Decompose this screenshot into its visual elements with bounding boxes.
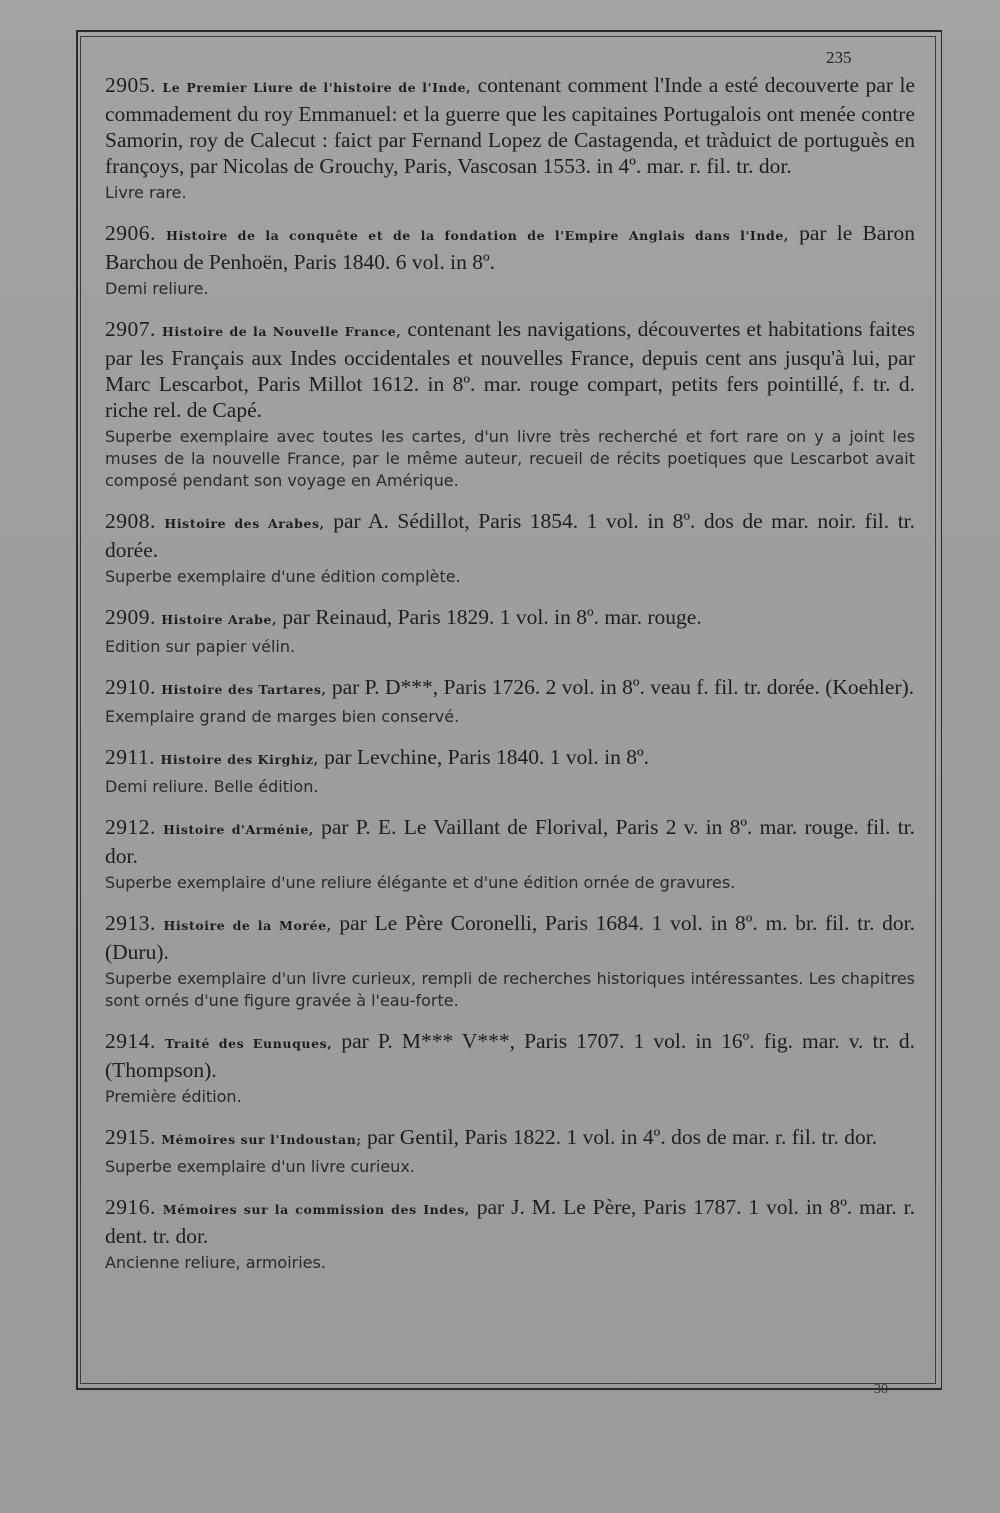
entry-title: Histoire de la Morée, [163, 918, 332, 933]
entry-title: Histoire des Tartares, [161, 682, 327, 697]
printer-signature-mark: 30 [874, 1382, 888, 1397]
catalogue-entry [105, 1194, 915, 1274]
catalogue-entries [105, 72, 915, 1290]
catalogue-entry [105, 316, 915, 492]
entry-note: Demi reliure. [105, 279, 209, 298]
entry-description: par Le Père Coronelli, Paris 1684. 1 vol. in 8º. m. br. fil. tr. dor. (Duru). [105, 911, 915, 964]
entry-note: Superbe exemplaire d'une reliure élégante et d'une édition ornée de gravures. [105, 873, 736, 892]
entry-title: Mémoires sur l'Indoustan; [161, 1132, 362, 1147]
entry-title: Histoire d'Arménie, [163, 822, 314, 837]
entry-note: Superbe exemplaire d'un livre curieux. [105, 1157, 415, 1176]
entry-description: par Levchine, Paris 1840. 1 vol. in 8º. [324, 745, 650, 769]
entry-description: par Gentil, Paris 1822. 1 vol. in 4º. dos de mar. r. fil. tr. dor. [367, 1125, 878, 1149]
entry-note: Exemplaire grand de marges bien conservé. [105, 707, 460, 726]
entry-description: par A. Sédillot, Paris 1854. 1 vol. in 8º. dos de mar. noir. fil. tr. dorée. [105, 509, 916, 562]
entry-number: 2914. [105, 1029, 156, 1053]
catalogue-entry [105, 744, 915, 798]
catalogue-entry [105, 220, 915, 300]
entry-number: 2916. [105, 1195, 156, 1219]
entry-note: Première édition. [105, 1087, 242, 1106]
entry-number: 2907. [105, 317, 156, 341]
entry-note: Edition sur papier vélin. [105, 637, 296, 656]
entry-number: 2906. [105, 221, 156, 245]
catalogue-entry [105, 604, 915, 658]
entry-title: Mémoires sur la commission des Indes, [162, 1202, 470, 1217]
entry-note: Superbe exemplaire d'un livre curieux, rempli de recherches historiques intéressantes. Les chapitres sont ornés d'une figure gravée à l'eau-forte. [105, 969, 915, 1010]
entry-title: Histoire de la conquête et de la fondation de l'Empire Anglais dans l'Inde, [166, 228, 789, 243]
entry-note: Superbe exemplaire d'une édition complète. [105, 567, 461, 586]
entry-description: par P. E. Le Vaillant de Florival, Paris 2 v. in 8º. mar. rouge. fil. tr. dor. [105, 815, 916, 868]
entry-note: Demi reliure. Belle édition. [105, 777, 319, 796]
entry-number: 2915. [105, 1125, 156, 1149]
page-number: 235 [826, 48, 852, 67]
entry-title: Traité des Eunuques, [164, 1036, 333, 1051]
entry-description: par P. D***, Paris 1726. 2 vol. in 8º. veau f. fil. tr. dorée. (Koehler). [331, 675, 915, 699]
catalogue-entry [105, 910, 915, 1012]
entry-description: par Reinaud, Paris 1829. 1 vol. in 8º. mar. rouge. [282, 605, 702, 629]
entry-description: par P. M*** V***, Paris 1707. 1 vol. in 16º. fig. mar. v. tr. d. (Thompson). [105, 1029, 915, 1082]
catalogue-entry [105, 508, 915, 588]
catalogue-entry [105, 1028, 915, 1108]
entry-description: par J. M. Le Père, Paris 1787. 1 vol. in 8º. mar. r. dent. tr. dor. [105, 1195, 916, 1248]
catalogue-entry [105, 72, 915, 204]
entry-note: Superbe exemplaire avec toutes les cartes, d'un livre très recherché et fort rare on y a joint les muses de la nouvelle France, par le même auteur, recueil de récits poetiques que Lescarbot avait composé pendant son voyage en Amérique. [105, 427, 915, 490]
entry-note: Ancienne reliure, armoiries. [105, 1253, 326, 1272]
entry-description: contenant les navigations, découvertes et habitations faites par les Français aux Indes occidentales et nouvelles France, depuis cent ans jusqu'à lui, par Marc Lescarbot, Paris Millot 1612. in 8º. mar. rouge compart, petits fers pointillé, f. tr. d. riche rel. de Capé. [105, 317, 916, 422]
entry-number: 2910. [105, 675, 156, 699]
entry-title: Histoire Arabe, [161, 612, 278, 627]
catalogue-entry [105, 674, 915, 728]
catalogue-entry [105, 814, 915, 894]
entry-number: 2911. [105, 745, 156, 769]
entry-title: Histoire des Arabes, [164, 516, 325, 531]
entry-description: contenant comment l'Inde a esté decouverte par le commadement du roy Emmanuel: et la guerre que les capitaines Portugalois ont menée contre Samorin, roy de Calecut : faict par Fernand Lopez de Castagenda, et tràduict de portuguès en françoys, par Nicolas de Grouchy, Paris, Vascosan 1553. in 4º. mar. r. fil. tr. dor. [105, 73, 916, 178]
entry-title: Histoire de la Nouvelle France, [161, 324, 402, 339]
entry-number: 2905. [105, 73, 156, 97]
entry-description: par le Baron Barchou de Penhoën, Paris 1840. 6 vol. in 8º. [105, 221, 915, 274]
entry-number: 2909. [105, 605, 156, 629]
entry-title: Histoire des Kirghiz, [160, 752, 319, 767]
entry-number: 2912. [105, 815, 156, 839]
catalogue-entry [105, 1124, 915, 1178]
entry-title: Le Premier Liure de l'histoire de l'Inde, [162, 80, 472, 95]
entry-number: 2913. [105, 911, 156, 935]
entry-note: Livre rare. [105, 183, 187, 202]
entry-number: 2908. [105, 509, 156, 533]
